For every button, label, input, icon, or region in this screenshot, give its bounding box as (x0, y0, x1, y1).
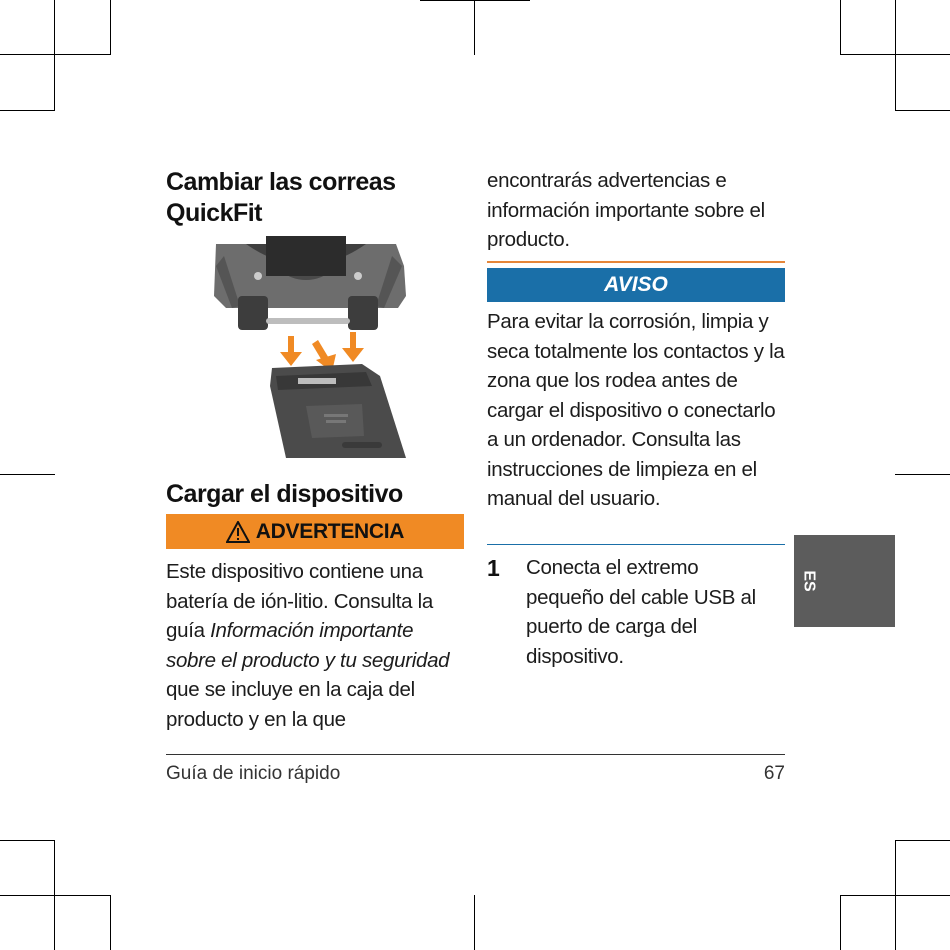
language-code: ES (801, 570, 818, 592)
warning-label: ADVERTENCIA (255, 519, 405, 543)
warning-body-text: Este dispositivo contiene una batería de ión-litio. Consulta la guía (166, 560, 434, 642)
divider-orange (487, 261, 785, 263)
warning-body-text-cont: que se incluye en la caja del producto y en la que (166, 678, 415, 731)
notice-body: Para evitar la corrosión, limpia y seca totalmente los contactos y la zona que los rodea antes de cargar el dispositivo o conectarlo a un ordenador. Consulta las instrucciones de limpieza en el manual del usuario. (487, 310, 785, 510)
footer-title: Guía de inicio rápido (166, 763, 341, 784)
notice-label: AVISO (604, 273, 668, 296)
heading-change-straps: Cambiar las correas QuickFit (166, 168, 396, 227)
warning-body (166, 557, 464, 734)
warning-banner (166, 514, 464, 549)
page-number: 67 (763, 763, 785, 784)
warning-triangle-icon (226, 521, 250, 543)
watch-strap-image (166, 236, 464, 458)
footer-rule (166, 754, 785, 755)
notice-banner (487, 268, 785, 302)
language-tab-label (794, 535, 824, 627)
strap-illustration (166, 236, 464, 458)
step-number: 1 (487, 555, 500, 581)
step-text: Conecta el extremo pequeño del cable USB al puerto de carga del dispositivo. (526, 556, 756, 668)
heading-charge-device: Cargar el dispositivo (166, 480, 403, 508)
divider-blue (487, 544, 785, 545)
continued-text: encontrarás advertencias e información importante sobre el producto. (487, 169, 765, 251)
warning-body-guide-title: Información importante sobre el producto y tu seguridad (166, 619, 450, 672)
